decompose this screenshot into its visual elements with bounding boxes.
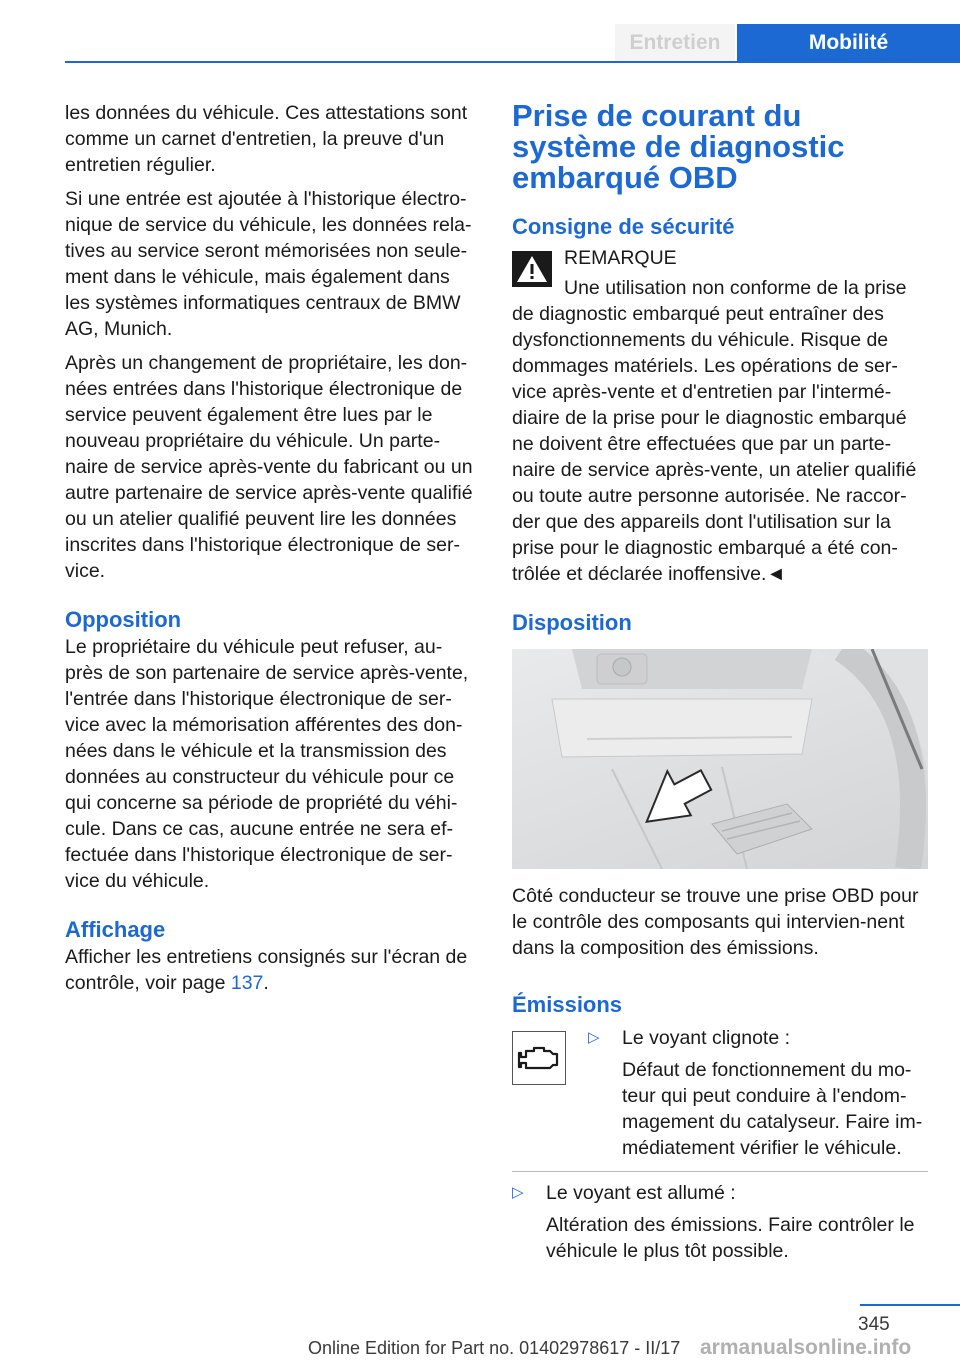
- tab-entretien[interactable]: Entretien: [615, 24, 735, 62]
- left-column: [65, 100, 480, 1004]
- watermark: armanualsonline.info: [700, 1336, 912, 1359]
- footer-rule: [860, 1304, 960, 1306]
- check-engine-icon: [517, 1043, 561, 1073]
- page-number: 345: [858, 1314, 890, 1335]
- warning-triangle-icon: [512, 251, 552, 287]
- paragraph-affichage: [65, 944, 480, 996]
- triangle-bullet-icon: ▷: [512, 1184, 524, 1201]
- bullet-2-content: [546, 1180, 928, 1272]
- bullet-2-label: Le voyant est allumé :: [546, 1182, 736, 1204]
- affichage-end: .: [263, 972, 269, 994]
- page-header: [0, 0, 960, 62]
- warning-label: REMARQUE: [564, 247, 677, 269]
- affichage-text: Afficher les entretiens consignés sur l'écran de contrôle, voir page: [65, 946, 468, 994]
- paragraph-owner-change: Après un changement de propriétaire, les don‐nées entrées dans l'historique électronique de service peuvent également être lues par le nouveau propriétaire du véhicule. Un parte‐naire de service après-vente du fabricant ou un autre partenaire de service après-vente qualifié ou un atelier qualifié peuvent lire les données inscrites dans l'historique électronique de ser‐vice.: [65, 352, 473, 582]
- heading-safety: Consigne de sécurité: [512, 214, 735, 239]
- heading-disposition: Disposition: [512, 610, 632, 635]
- paragraph-history-entry: Si une entrée est ajoutée à l'historique électro‐nique de service du véhicule, les données rela‐tives au service seront mémorisées non seule‐ment dans le véhicule, mais également dans les systèmes informatiques centraux de BMW AG, Munich.: [65, 188, 472, 340]
- emissions-list: [512, 1025, 928, 1169]
- heading-affichage: Affichage: [65, 917, 166, 942]
- header-rule: [65, 61, 960, 63]
- bullet-lit: [512, 1180, 928, 1272]
- engine-warning-icon: [512, 1031, 566, 1085]
- tab-mobilite[interactable]: Mobilité: [737, 24, 960, 62]
- edition-text: Online Edition for Part no. 01402978617 - II/17: [308, 1338, 681, 1358]
- section-title-obd: Prise de courant du système de diagnostic embarqué OBD: [512, 98, 845, 195]
- bullet-2-text: Altération des émissions. Faire contrôler le véhicule le plus tôt possible.: [546, 1214, 915, 1262]
- paragraph-service-records: les données du véhicule. Ces attestations sont comme un carnet d'entretien, la preuve d'un entretien régulier.: [65, 102, 468, 176]
- obd-socket-photo: [512, 649, 928, 869]
- heading-opposition: Opposition: [65, 607, 182, 632]
- bullet-separator: [512, 1171, 928, 1172]
- bullet-1-content: [622, 1025, 928, 1169]
- paragraph-opposition: Le propriétaire du véhicule peut refuser, au‐près de son partenaire de service après-vente, l'entrée dans l'historique électronique de ser‐vice avec la mémorisation afférentes des don‐nées dans le véhicule et la transmission des données au constructeur du véhicule pour ce qui concerne sa période de propriété du véhi‐cule. Dans ce cas, aucune entrée ne sera ef‐fectuée dans l'historique électronique de ser‐vice du véhicule.: [65, 636, 469, 892]
- warning-text: Une utilisation non conforme de la prise de diagnostic embarqué peut entraîner des dysfonctionnements du véhicule. Risque de dommages matériels. Les opérations de ser‐vice après-vente et d'entretien par l'intermé‐diaire de la prise pour le diagnostic embarqué ne doivent être effectuées que par un parte‐naire de service après-vente, un atelier qualifié ou toute autre personne autorisée. Ne raccor‐der que des appareils dont l'utilisation sur la prise pour le diagnostic embarqué a été con‐trôlée et déclarée inoffensive.◄: [512, 277, 917, 585]
- warning-block: [512, 245, 928, 587]
- bullet-1-text: Défaut de fonctionnement du mo‐teur qui peut conduire à l'endom‐magement du catalyseur. Faire im‐médiatement vérifier le véhicule.: [622, 1059, 923, 1159]
- bullet-blinking: [588, 1025, 928, 1169]
- bullet-1-label: Le voyant clignote :: [622, 1027, 791, 1049]
- heading-emissions: Émissions: [512, 992, 623, 1017]
- triangle-bullet-icon: ▷: [588, 1029, 600, 1046]
- page-link-137[interactable]: 137: [230, 972, 264, 994]
- right-column: [512, 100, 928, 1272]
- emissions-bullet-1: [588, 1025, 928, 1169]
- paragraph-disposition: Côté conducteur se trouve une prise OBD pour le contrôle des composants qui intervien‐nent dans la composition des émissions.: [512, 885, 919, 959]
- dashboard-illustration: [512, 649, 928, 869]
